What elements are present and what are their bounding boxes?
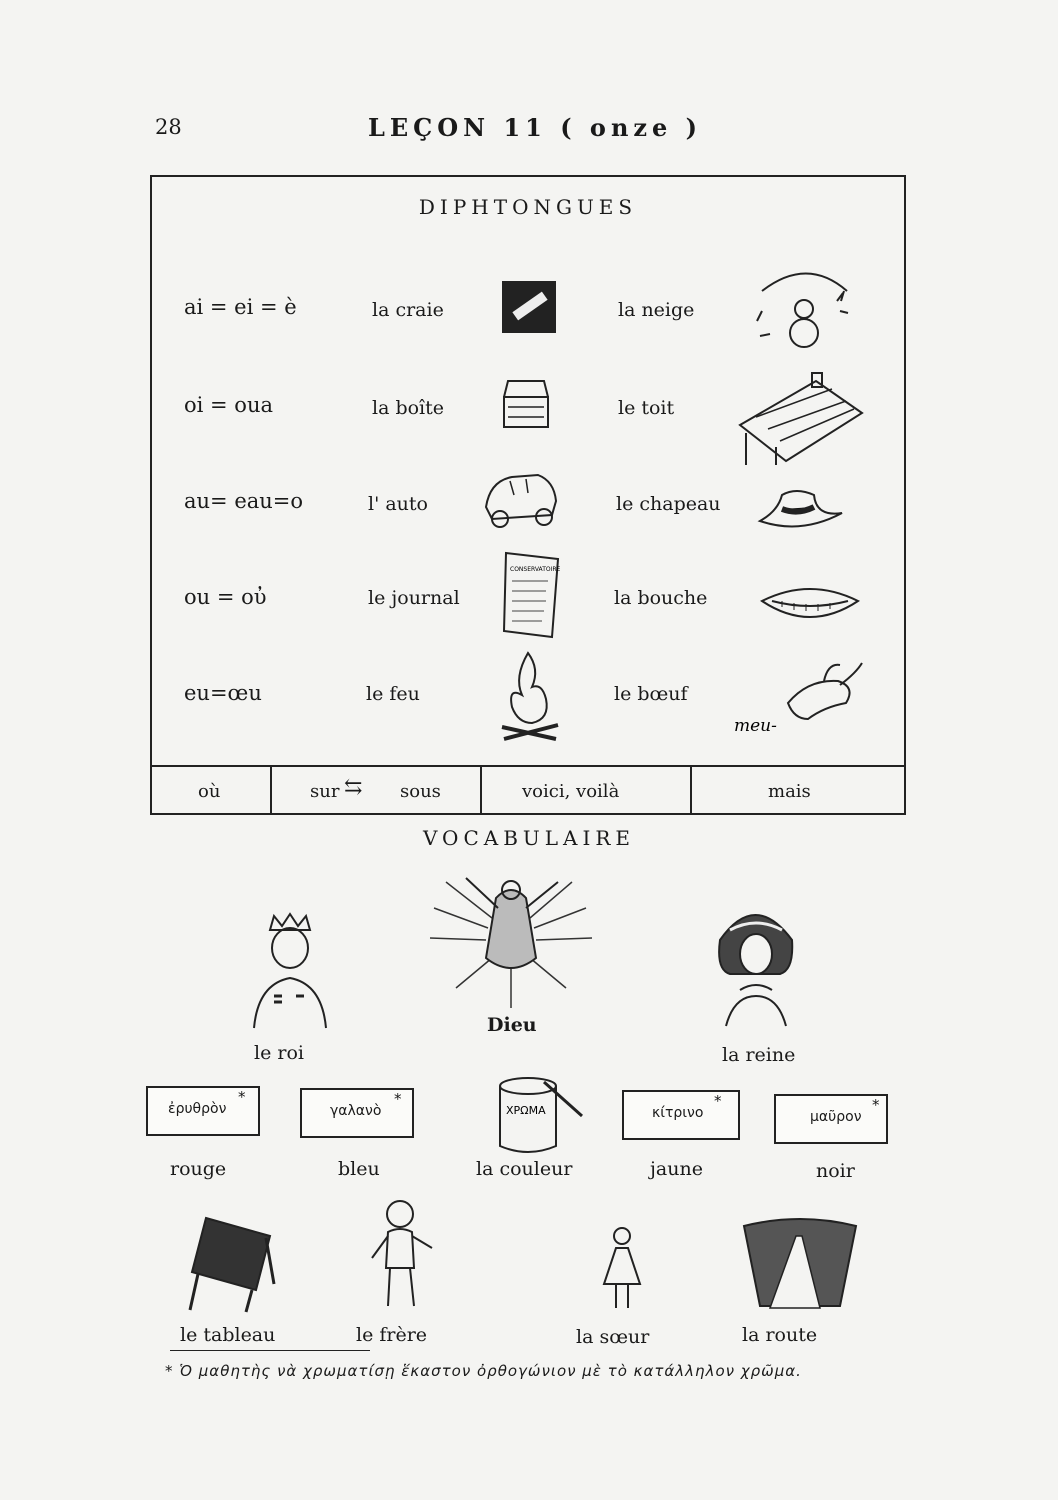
word-la-craie: la craie <box>372 299 444 321</box>
color-box-red[interactable] <box>146 1086 260 1136</box>
footnote-star: * <box>872 1096 880 1114</box>
hat-image <box>756 487 846 537</box>
snow-image <box>752 261 862 351</box>
box-bottom-separator <box>152 765 904 767</box>
vocabulaire-title: VOCABULAIRE <box>422 826 636 850</box>
label-dieu: Dieu <box>487 1014 537 1036</box>
label-jaune: jaune <box>650 1158 703 1180</box>
rule-oi: oi = oua <box>184 393 273 417</box>
diphthongs-title: DIPHTONGUES <box>418 195 638 219</box>
rule-ai-ei: ai = ei = è <box>184 295 297 319</box>
word-la-boite: la boîte <box>372 397 445 419</box>
blackboard-image <box>186 1214 276 1314</box>
car-image <box>482 467 562 533</box>
label-la-soeur: la sœur <box>576 1326 650 1348</box>
diphthongs-box <box>150 175 906 815</box>
footnote-star: * <box>394 1090 402 1108</box>
road-image <box>740 1216 860 1316</box>
label-rouge: rouge <box>170 1158 227 1180</box>
label-noir: noir <box>816 1160 855 1182</box>
label-la-route: la route <box>742 1324 818 1346</box>
sur-sous-arrows: ⇆ <box>344 775 363 800</box>
word-la-bouche: la bouche <box>614 587 708 609</box>
footnote-star: * <box>238 1088 246 1106</box>
cell-voici-voila: voici, voilà <box>522 781 620 802</box>
newspaper-masthead: CONSERVATOIRE <box>510 566 561 573</box>
greek-blue: γαλανὸ <box>330 1103 382 1119</box>
label-le-roi: le roi <box>254 1042 304 1064</box>
ox-moo-text: meu- <box>734 716 777 736</box>
word-le-toit: le toit <box>618 397 675 419</box>
cell-sur: sur <box>310 781 340 802</box>
color-box-black[interactable] <box>774 1094 888 1144</box>
greek-black: μαῦρον <box>810 1109 862 1125</box>
sister-image <box>600 1224 646 1314</box>
lesson-title: LEÇON 11 ( onze ) <box>368 113 702 142</box>
mouth-image <box>758 583 862 627</box>
box-image <box>496 377 556 435</box>
cell-divider-1 <box>270 765 272 815</box>
god-image <box>426 868 596 1010</box>
label-le-tableau: le tableau <box>180 1324 276 1346</box>
queen-image <box>710 900 800 1030</box>
label-bleu: bleu <box>338 1158 380 1180</box>
color-box-blue[interactable] <box>300 1088 414 1138</box>
rule-eu: eu=œu <box>184 681 262 705</box>
footnote-rule <box>170 1350 370 1351</box>
label-la-reine: la reine <box>722 1044 796 1066</box>
cell-sous: sous <box>400 781 441 802</box>
cell-ou: où <box>198 781 221 802</box>
word-l-auto: l' auto <box>368 493 428 515</box>
label-le-frere: le frère <box>356 1324 428 1346</box>
brother-image <box>366 1196 436 1316</box>
rule-ou: ou = οὐ <box>184 585 267 609</box>
roof-image <box>736 373 866 469</box>
footnote-star: * <box>714 1092 722 1110</box>
chalk-image <box>500 277 558 335</box>
cell-divider-3 <box>690 765 692 815</box>
greek-yellow: κίτρινο <box>652 1105 704 1121</box>
color-box-yellow[interactable] <box>622 1090 740 1140</box>
fire-image <box>498 647 562 743</box>
word-la-neige: la neige <box>618 299 695 321</box>
rule-au-eau: au= eau=o <box>184 489 304 513</box>
word-le-feu: le feu <box>366 683 420 705</box>
word-le-chapeau: le chapeau <box>616 493 721 515</box>
footnote: * Ὁ μαθητὴς νὰ χρωματίσῃ ἕκαστον ὀρθογώνιον μὲ τὸ κατάλληλον χρῶμα. <box>165 1362 802 1380</box>
paint-can-label: ΧΡΩΜΑ <box>506 1104 546 1117</box>
label-la-couleur: la couleur <box>476 1158 573 1180</box>
page-number: 28 <box>155 115 182 139</box>
word-le-boeuf: le bœuf <box>614 683 688 705</box>
word-le-journal: le journal <box>368 587 460 609</box>
paint-can-image <box>490 1076 590 1156</box>
cell-divider-2 <box>480 765 482 815</box>
ox-image <box>728 659 868 743</box>
king-image <box>244 912 334 1030</box>
newspaper-image <box>502 549 566 641</box>
greek-red: ἐρυθρὸν <box>168 1101 227 1117</box>
cell-mais: mais <box>768 781 811 802</box>
